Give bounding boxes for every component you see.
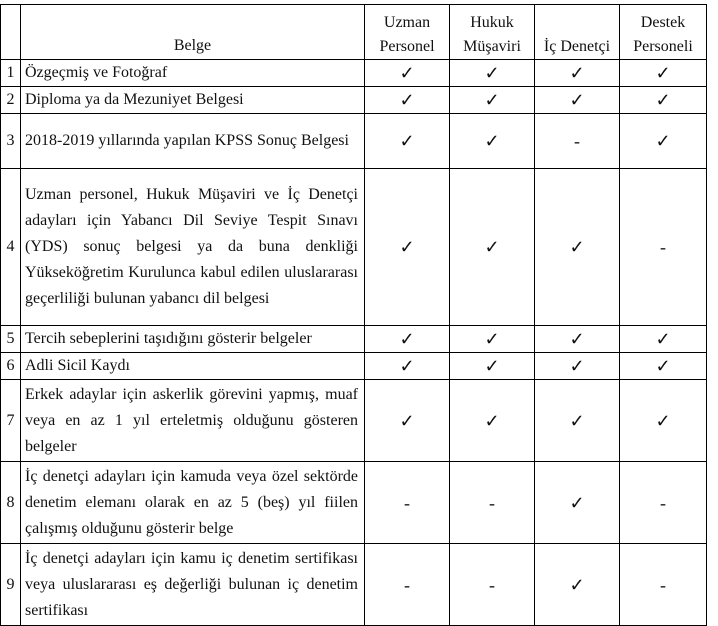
destek-personeli-mark-check-icon: ✓ [620,87,707,114]
uzman-personel-mark-check-icon: ✓ [365,169,450,326]
document-name: Diploma ya da Mezuniyet Belgesi [21,87,365,114]
ic-denetci-mark-check-icon: ✓ [535,380,620,462]
document-name: 2018-2019 yıllarında yapılan KPSS Sonuç Belgesi [21,114,365,169]
document-name: İç denetçi adayları için kamu iç denetim sertifikası veya uluslararası eş değerliği bulunan iç denetim sertifikası [21,544,365,626]
header-uzman-line1: Uzman [383,14,431,31]
uzman-personel-mark-check-icon: ✓ [365,380,450,462]
ic-denetci-mark-check-icon: ✓ [535,60,620,87]
ic-denetci-mark-check-icon: ✓ [535,169,620,326]
header-uzman-line2: Personel [379,38,435,55]
row-number: 4 [1,169,21,326]
table-row [1,169,707,326]
header-ic-line1: İç Denetçi [543,38,611,55]
ic-denetci-mark-check-icon: ✓ [535,462,620,544]
document-name: Tercih sebeplerini taşıdığını gösterir belgeler [21,326,365,353]
header-hukuk-musaviri [450,5,535,60]
header-belge: Belge [21,5,365,60]
uzman-personel-mark-dash: - [365,462,450,544]
ic-denetci-mark-dash: - [535,114,620,169]
header-destek-line1: Destek [640,14,686,31]
header-destek-line2: Personeli [633,38,693,55]
table-row [1,60,707,87]
header-uzman-personel [365,5,450,60]
row-number: 8 [1,462,21,544]
header-destek-personeli [620,5,707,60]
destek-personeli-mark-check-icon: ✓ [620,326,707,353]
destek-personeli-mark-check-icon: ✓ [620,60,707,87]
hukuk-musaviri-mark-check-icon: ✓ [450,60,535,87]
table-row [1,544,707,626]
hukuk-musaviri-mark-check-icon: ✓ [450,114,535,169]
table-row [1,114,707,169]
destek-personeli-mark-check-icon: ✓ [620,114,707,169]
hukuk-musaviri-mark-check-icon: ✓ [450,353,535,380]
header-hukuk-line2: Müşaviri [463,38,521,55]
table-row [1,326,707,353]
destek-personeli-mark-dash: - [620,462,707,544]
uzman-personel-mark-check-icon: ✓ [365,326,450,353]
document-name: Adli Sicil Kaydı [21,353,365,380]
uzman-personel-mark-check-icon: ✓ [365,87,450,114]
ic-denetci-mark-check-icon: ✓ [535,326,620,353]
uzman-personel-mark-check-icon: ✓ [365,114,450,169]
hukuk-musaviri-mark-dash: - [450,544,535,626]
row-number: 9 [1,544,21,626]
uzman-personel-mark-check-icon: ✓ [365,353,450,380]
document-name: Özgeçmiş ve Fotoğraf [21,60,365,87]
row-number: 6 [1,353,21,380]
table-row [1,87,707,114]
documents-table [0,4,707,626]
row-number: 7 [1,380,21,462]
uzman-personel-mark-dash: - [365,544,450,626]
table-row [1,380,707,462]
uzman-personel-mark-check-icon: ✓ [365,60,450,87]
document-name: Uzman personel, Hukuk Müşaviri ve İç Denetçi adayları için Yabancı Dil Seviye Tespit Sınavı (YDS) sonuç belgesi ya da buna denkliği Yükseköğretim Kurulunca kabul edilen uluslararası geçerliliği bulunan yabancı dil belgesi [21,169,365,326]
table-row [1,353,707,380]
ic-denetci-mark-check-icon: ✓ [535,544,620,626]
destek-personeli-mark-check-icon: ✓ [620,380,707,462]
ic-denetci-mark-check-icon: ✓ [535,87,620,114]
row-number: 2 [1,87,21,114]
row-number: 3 [1,114,21,169]
table-row [1,462,707,544]
row-number: 1 [1,60,21,87]
hukuk-musaviri-mark-check-icon: ✓ [450,380,535,462]
header-ic-denetci [535,5,620,60]
document-name: İç denetçi adayları için kamuda veya özel sektörde denetim elemanı olarak en az 5 (beş) yıl fiilen çalışmış olduğunu gösterir belge [21,462,365,544]
destek-personeli-mark-dash: - [620,544,707,626]
ic-denetci-mark-check-icon: ✓ [535,353,620,380]
destek-personeli-mark-check-icon: ✓ [620,353,707,380]
document-name: Erkek adaylar için askerlik görevini yapmış, muaf veya en az 1 yıl erteletmiş olduğunu gösteren belgeler [21,380,365,462]
hukuk-musaviri-mark-dash: - [450,462,535,544]
header-row [1,5,707,60]
row-number: 5 [1,326,21,353]
header-hukuk-line1: Hukuk [470,14,514,31]
hukuk-musaviri-mark-check-icon: ✓ [450,326,535,353]
hukuk-musaviri-mark-check-icon: ✓ [450,87,535,114]
table-body [1,60,707,626]
header-no [1,5,21,60]
hukuk-musaviri-mark-check-icon: ✓ [450,169,535,326]
destek-personeli-mark-dash: - [620,169,707,326]
